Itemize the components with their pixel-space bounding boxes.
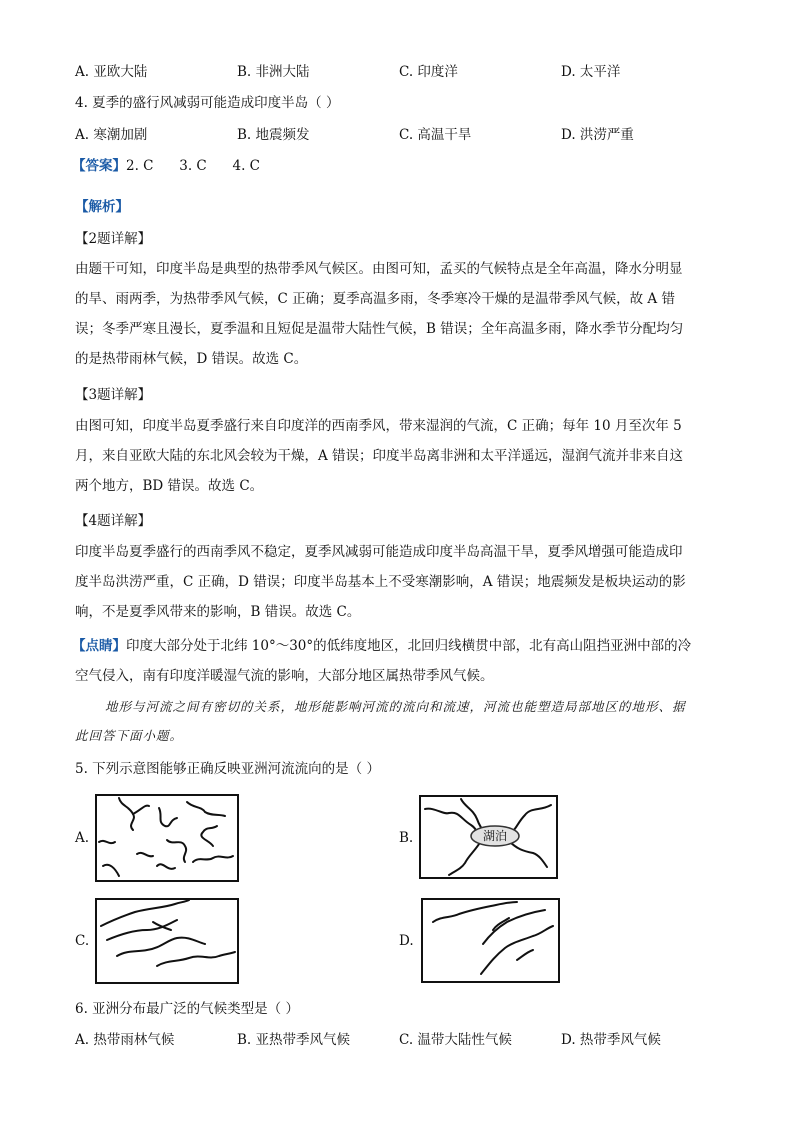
question-5-stem: 5. 下列示意图能够正确反映亚洲河流流向的是（ ） [75,761,380,777]
group-intro: 地形与河流之间有密切的关系，地形能影响河流的流向和流速，河流也能塑造局部地区的地形、据 此回答下面小题。 [75,699,686,743]
option-a: A. 亚欧大陆 [75,64,148,80]
river-map-c [95,898,239,984]
q5-label-b: B. [399,830,414,846]
q4-option-b: B. 地震频发 [237,127,310,143]
option-c: C. 印度洋 [399,64,458,80]
q6-option-c: C. 温带大陆性气候 [399,1032,512,1048]
tip-label: 【点睛】 [72,638,126,654]
option-b: B. 非洲大陆 [237,64,310,80]
river-map-a-drawing [97,796,237,880]
q6-option-a: A. 热带雨林气候 [75,1032,175,1048]
river-map-c-drawing [97,900,237,982]
q6-option-d: D. 热带季风气候 [561,1032,661,1048]
question-4-stem: 4. 夏季的盛行风减弱可能造成印度半岛（ ） [75,95,340,111]
detail-2-body: 由题干可知，印度半岛是典型的热带季风气候区。由图可知，孟买的气候特点是全年高温，降水分明显 的旱、雨两季，为热带季风气候，C 正确；夏季高温多雨，冬季寒冷干燥的是温带季风气候，故 A 错 误；冬季严寒且漫长，夏季温和且短促是温带大陆性气候，B 错误；全年高温多雨，降水季节分配均匀 的是热带雨林气候，D 错误。故选 C。 [75,261,684,367]
detail-2-title: 【2题详解】 [75,231,152,247]
option-d: D. 太平洋 [561,64,621,80]
detail-4-body: 印度半岛夏季盛行的西南季风不稳定，夏季风减弱可能造成印度半岛高温干旱，夏季风增强可能造成印 度半岛洪涝严重，C 正确，D 错误；印度半岛基本上不受寒潮影响，A 错误；地震频发是板块运动的影 响，不是夏季风带来的影响，B 错误。故选 C。 [75,544,686,620]
analysis-label: 【解析】 [75,199,129,215]
detail-4-title: 【4题详解】 [75,513,152,529]
detail-3-title: 【3题详解】 [75,387,152,403]
answer-label: 【答案】 [72,158,126,174]
q5-label-c: C. [75,933,90,949]
answer-line [72,157,260,175]
river-map-b [419,795,558,879]
river-map-d [421,898,560,983]
q6-option-b: B. 亚热带季风气候 [237,1032,351,1048]
lake-label: 湖泊 [482,829,507,843]
question-6-stem: 6. 亚洲分布最广泛的气候类型是（ ） [75,1001,299,1017]
q4-option-d: D. 洪涝严重 [561,127,634,143]
q4-option-c: C. 高温干旱 [399,127,472,143]
q5-label-d: D. [399,933,414,949]
river-map-a [95,794,239,882]
q5-label-a: A. [75,830,90,846]
tip-body: 【点睛】印度大部分处于北纬 10°～30°的低纬度地区，北回归线横贯中部，北有高山阻挡亚洲中部的冷 空气侵入，南有印度洋暖湿气流的影响，大部分地区属热带季风气候。 [72,638,692,684]
answer-text: 2. C 3. C 4. C [126,158,260,174]
detail-3-body: 由图可知，印度半岛夏季盛行来自印度洋的西南季风，带来湿润的气流，C 正确；每年 10 月至次年 5 月，来自亚欧大陆的东北风会较为干燥，A 错误；印度半岛离非洲和太平洋遥远，湿润气流并非来自这 两个地方，BD 错误。故选 C。 [75,418,684,494]
river-map-d-drawing [423,900,558,981]
q4-option-a: A. 寒潮加剧 [75,127,148,143]
